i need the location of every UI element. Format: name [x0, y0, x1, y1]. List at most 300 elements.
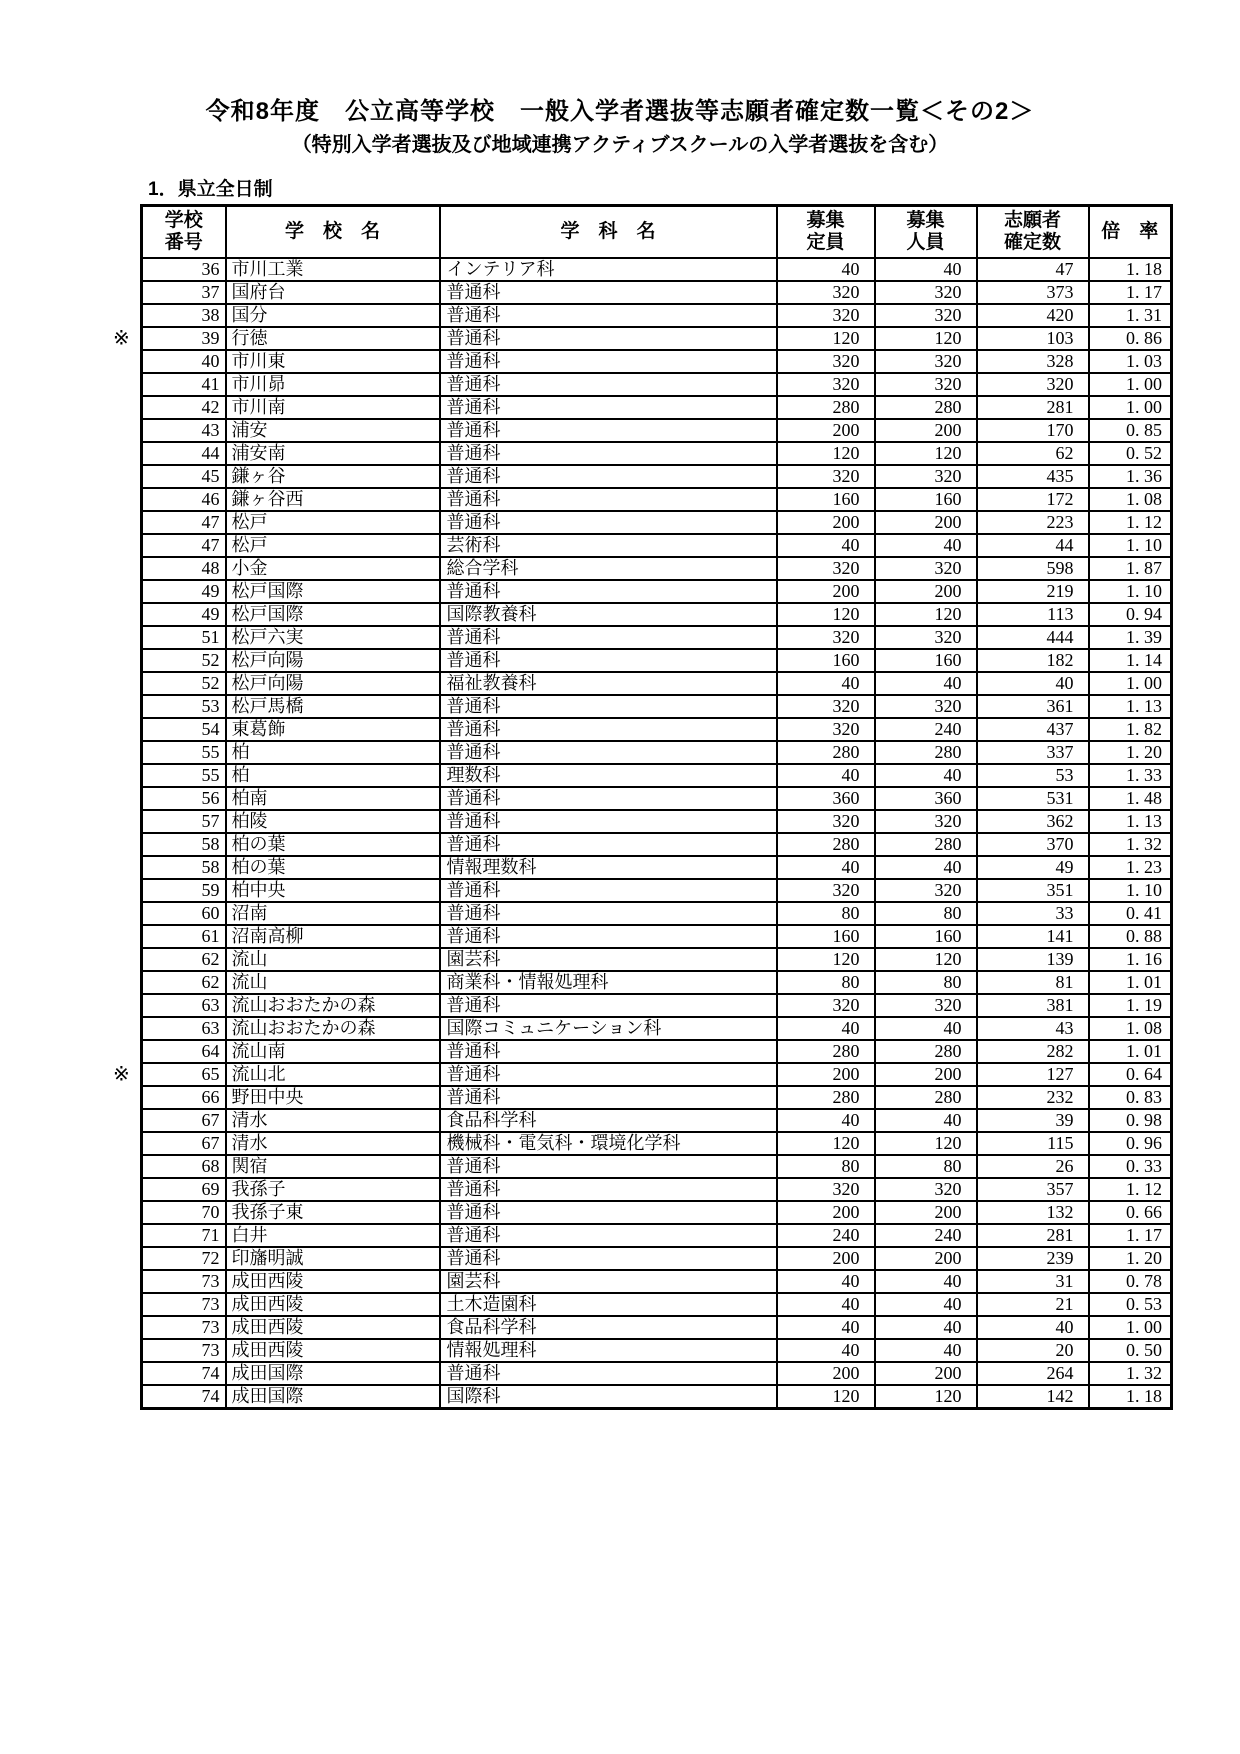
recruit-cell: 320 — [875, 695, 977, 718]
table-row — [142, 718, 1172, 741]
school-no-value: 41 — [201, 374, 220, 394]
school-name-cell: 行徳 — [226, 327, 440, 350]
department-cell: 食品科学科 — [440, 1109, 777, 1132]
recruit-cell: 200 — [875, 1201, 977, 1224]
recruit-cell: 200 — [875, 419, 977, 442]
school-no-value: 74 — [201, 1363, 220, 1383]
school-name-cell: 白井 — [226, 1224, 440, 1247]
recruit-cell: 280 — [875, 833, 977, 856]
school-no-cell — [142, 488, 226, 511]
applicants-cell: 437 — [977, 718, 1089, 741]
school-no-cell — [142, 1270, 226, 1293]
ratio-cell: 0. 66 — [1089, 1201, 1172, 1224]
ratio-cell: 0. 86 — [1089, 327, 1172, 350]
school-no-cell — [142, 1316, 226, 1339]
col-header-capacity-line1: 募集 — [806, 210, 845, 231]
recruit-cell: 80 — [875, 971, 977, 994]
ratio-cell: 1. 00 — [1089, 1316, 1172, 1339]
department-cell: 普通科 — [440, 465, 777, 488]
col-header-school-no — [142, 206, 226, 259]
school-no-cell — [142, 511, 226, 534]
school-name-cell: 成田国際 — [226, 1385, 440, 1409]
school-name-cell: 成田西陵 — [226, 1293, 440, 1316]
school-no-value: 73 — [201, 1294, 220, 1314]
capacity-cell: 320 — [777, 281, 875, 304]
school-no-value: 67 — [201, 1133, 220, 1153]
department-cell: 普通科 — [440, 879, 777, 902]
recruit-cell: 200 — [875, 580, 977, 603]
capacity-cell: 320 — [777, 350, 875, 373]
school-name-cell: 我孫子東 — [226, 1201, 440, 1224]
capacity-cell: 80 — [777, 971, 875, 994]
department-cell: 園芸科 — [440, 948, 777, 971]
applicants-cell: 172 — [977, 488, 1089, 511]
school-no-value: 74 — [201, 1386, 220, 1406]
school-no-cell — [142, 695, 226, 718]
applicants-cell: 47 — [977, 258, 1089, 281]
ratio-cell: 1. 82 — [1089, 718, 1172, 741]
applicants-cell: 44 — [977, 534, 1089, 557]
recruit-cell: 240 — [875, 1224, 977, 1247]
school-no-cell — [142, 350, 226, 373]
department-cell: 普通科 — [440, 327, 777, 350]
table-row — [142, 741, 1172, 764]
department-cell: 機械科・電気科・環境化学科 — [440, 1132, 777, 1155]
school-name-cell: 流山おおたかの森 — [226, 994, 440, 1017]
capacity-cell: 80 — [777, 902, 875, 925]
school-name-cell: 流山 — [226, 971, 440, 994]
department-cell: 普通科 — [440, 1247, 777, 1270]
col-header-capacity — [777, 206, 875, 259]
col-header-school-no-line2: 番号 — [164, 232, 203, 253]
school-no-value: 36 — [201, 259, 220, 279]
school-no-value: 47 — [201, 535, 220, 555]
applicants-cell: 370 — [977, 833, 1089, 856]
department-cell: 普通科 — [440, 442, 777, 465]
school-no-value: 52 — [201, 673, 220, 693]
department-cell: 普通科 — [440, 373, 777, 396]
ratio-cell: 1. 17 — [1089, 1224, 1172, 1247]
school-no-value: 64 — [201, 1041, 220, 1061]
department-cell: 普通科 — [440, 718, 777, 741]
school-no-cell — [142, 1132, 226, 1155]
school-name-cell: 柏 — [226, 764, 440, 787]
department-cell: 芸術科 — [440, 534, 777, 557]
ratio-cell: 1. 32 — [1089, 1362, 1172, 1385]
ratio-cell: 1. 18 — [1089, 1385, 1172, 1409]
table-row — [142, 833, 1172, 856]
school-no-value: 40 — [201, 351, 220, 371]
applicants-cell: 232 — [977, 1086, 1089, 1109]
table-row — [142, 488, 1172, 511]
capacity-cell: 160 — [777, 649, 875, 672]
table-row — [142, 1040, 1172, 1063]
department-cell: 国際コミュニケーション科 — [440, 1017, 777, 1040]
applicants-cell: 115 — [977, 1132, 1089, 1155]
recruit-cell: 40 — [875, 258, 977, 281]
school-no-value: 39 — [201, 328, 220, 348]
school-no-value: 37 — [201, 282, 220, 302]
capacity-cell: 40 — [777, 1339, 875, 1362]
capacity-cell: 320 — [777, 879, 875, 902]
recruit-cell: 80 — [875, 1155, 977, 1178]
school-name-cell: 柏陵 — [226, 810, 440, 833]
school-name-cell: 成田西陵 — [226, 1339, 440, 1362]
school-name-cell: 小金 — [226, 557, 440, 580]
ratio-cell: 1. 08 — [1089, 488, 1172, 511]
school-no-cell — [142, 1247, 226, 1270]
school-name-cell: 松戸国際 — [226, 580, 440, 603]
col-header-recruit-line1: 募集 — [906, 210, 945, 231]
school-name-cell: 野田中央 — [226, 1086, 440, 1109]
recruit-cell: 120 — [875, 1385, 977, 1409]
capacity-cell: 120 — [777, 948, 875, 971]
recruit-cell: 40 — [875, 764, 977, 787]
recruit-cell: 200 — [875, 1063, 977, 1086]
ratio-cell: 0. 96 — [1089, 1132, 1172, 1155]
recruit-cell: 320 — [875, 626, 977, 649]
ratio-cell: 1. 48 — [1089, 787, 1172, 810]
department-cell: 商業科・情報処理科 — [440, 971, 777, 994]
table-row — [142, 787, 1172, 810]
ratio-cell: 0. 33 — [1089, 1155, 1172, 1178]
capacity-cell: 360 — [777, 787, 875, 810]
school-name-cell: 松戸向陽 — [226, 649, 440, 672]
school-no-cell — [142, 764, 226, 787]
table-row — [142, 1270, 1172, 1293]
capacity-cell: 40 — [777, 1109, 875, 1132]
school-no-value: 71 — [201, 1225, 220, 1245]
table-row — [142, 1339, 1172, 1362]
department-cell: 普通科 — [440, 281, 777, 304]
applicants-cell: 182 — [977, 649, 1089, 672]
department-cell: 普通科 — [440, 419, 777, 442]
table-row — [142, 1224, 1172, 1247]
applicants-cell: 420 — [977, 304, 1089, 327]
school-no-value: 68 — [201, 1156, 220, 1176]
school-no-cell — [142, 810, 226, 833]
school-no-value: 45 — [201, 466, 220, 486]
school-name-cell: 市川東 — [226, 350, 440, 373]
table-row — [142, 465, 1172, 488]
department-cell: 普通科 — [440, 810, 777, 833]
ratio-cell: 1. 03 — [1089, 350, 1172, 373]
department-cell: 普通科 — [440, 1063, 777, 1086]
recruit-cell: 40 — [875, 856, 977, 879]
col-header-applicants-line1: 志願者 — [1003, 210, 1061, 231]
table-row — [142, 1385, 1172, 1409]
school-no-cell — [142, 626, 226, 649]
school-no-value: 59 — [201, 880, 220, 900]
school-no-cell — [142, 925, 226, 948]
recruit-cell: 160 — [875, 488, 977, 511]
department-cell: 普通科 — [440, 304, 777, 327]
applicants-cell: 62 — [977, 442, 1089, 465]
school-no-value: 63 — [201, 1018, 220, 1038]
applicants-cell: 127 — [977, 1063, 1089, 1086]
table-row — [142, 1155, 1172, 1178]
ratio-cell: 1. 12 — [1089, 511, 1172, 534]
school-no-cell — [142, 1040, 226, 1063]
department-cell: 福祉教養科 — [440, 672, 777, 695]
school-no-value: 65 — [201, 1064, 220, 1084]
table-row — [142, 971, 1172, 994]
ratio-cell: 1. 16 — [1089, 948, 1172, 971]
department-cell: 土木造園科 — [440, 1293, 777, 1316]
ratio-cell: 1. 18 — [1089, 258, 1172, 281]
table-row — [142, 419, 1172, 442]
school-name-cell: 柏 — [226, 741, 440, 764]
table-row — [142, 856, 1172, 879]
applicants-cell: 141 — [977, 925, 1089, 948]
ratio-cell: 0. 64 — [1089, 1063, 1172, 1086]
department-cell: 普通科 — [440, 1362, 777, 1385]
department-cell: 普通科 — [440, 925, 777, 948]
table-row — [142, 281, 1172, 304]
ratio-cell: 1. 00 — [1089, 672, 1172, 695]
table-row — [142, 396, 1172, 419]
school-no-value: 49 — [201, 581, 220, 601]
school-no-value: 54 — [201, 719, 220, 739]
school-no-value: 46 — [201, 489, 220, 509]
school-no-value: 55 — [201, 765, 220, 785]
recruit-cell: 320 — [875, 350, 977, 373]
recruit-cell: 120 — [875, 327, 977, 350]
capacity-cell: 280 — [777, 833, 875, 856]
applicants-cell: 40 — [977, 672, 1089, 695]
school-name-cell: 国府台 — [226, 281, 440, 304]
ratio-cell: 1. 13 — [1089, 810, 1172, 833]
capacity-cell: 280 — [777, 1040, 875, 1063]
school-name-cell: 成田西陵 — [226, 1316, 440, 1339]
capacity-cell: 120 — [777, 1132, 875, 1155]
department-cell: 普通科 — [440, 787, 777, 810]
school-name-cell: 流山おおたかの森 — [226, 1017, 440, 1040]
department-cell: 普通科 — [440, 580, 777, 603]
school-no-cell — [142, 1362, 226, 1385]
applicants-cell: 31 — [977, 1270, 1089, 1293]
department-cell: 理数科 — [440, 764, 777, 787]
table-row — [142, 580, 1172, 603]
department-cell: 国際教養科 — [440, 603, 777, 626]
capacity-cell: 200 — [777, 1063, 875, 1086]
recruit-cell: 320 — [875, 994, 977, 1017]
capacity-cell: 320 — [777, 626, 875, 649]
school-no-value: 43 — [201, 420, 220, 440]
table-row — [142, 603, 1172, 626]
school-no-value: 52 — [201, 650, 220, 670]
school-name-cell: 柏の葉 — [226, 833, 440, 856]
asterisk-note-mark: ※ — [113, 1063, 130, 1085]
applicants-cell: 239 — [977, 1247, 1089, 1270]
department-cell: 園芸科 — [440, 1270, 777, 1293]
applicants-cell: 49 — [977, 856, 1089, 879]
capacity-cell: 200 — [777, 511, 875, 534]
recruit-cell: 40 — [875, 534, 977, 557]
table-row — [142, 695, 1172, 718]
school-no-cell — [142, 856, 226, 879]
school-no-cell — [142, 1224, 226, 1247]
table-header-row — [142, 206, 1172, 259]
recruit-cell: 240 — [875, 718, 977, 741]
applicants-cell: 373 — [977, 281, 1089, 304]
school-no-cell — [142, 833, 226, 856]
recruit-cell: 160 — [875, 925, 977, 948]
ratio-cell: 1. 23 — [1089, 856, 1172, 879]
ratio-cell: 0. 52 — [1089, 442, 1172, 465]
school-no-cell — [142, 396, 226, 419]
school-no-cell — [142, 902, 226, 925]
department-cell: 普通科 — [440, 396, 777, 419]
ratio-cell: 1. 01 — [1089, 1040, 1172, 1063]
school-no-value: 49 — [201, 604, 220, 624]
applicants-cell: 39 — [977, 1109, 1089, 1132]
school-no-value: 63 — [201, 995, 220, 1015]
capacity-cell: 280 — [777, 396, 875, 419]
recruit-cell: 320 — [875, 281, 977, 304]
ratio-cell: 1. 87 — [1089, 557, 1172, 580]
school-no-value: 72 — [201, 1248, 220, 1268]
school-no-cell — [142, 557, 226, 580]
ratio-cell: 0. 88 — [1089, 925, 1172, 948]
capacity-cell: 320 — [777, 373, 875, 396]
ratio-cell: 1. 00 — [1089, 373, 1172, 396]
school-no-cell — [142, 373, 226, 396]
school-name-cell: 国分 — [226, 304, 440, 327]
table-row — [142, 304, 1172, 327]
department-cell: 普通科 — [440, 902, 777, 925]
school-no-cell — [142, 1178, 226, 1201]
applicants-cell: 43 — [977, 1017, 1089, 1040]
school-name-cell: 浦安 — [226, 419, 440, 442]
ratio-cell: 0. 50 — [1089, 1339, 1172, 1362]
school-no-cell — [142, 258, 226, 281]
col-header-recruit — [875, 206, 977, 259]
school-name-cell: 印旛明誠 — [226, 1247, 440, 1270]
school-no-cell — [142, 718, 226, 741]
school-name-cell: 流山南 — [226, 1040, 440, 1063]
department-cell: 普通科 — [440, 1178, 777, 1201]
school-name-cell: 浦安南 — [226, 442, 440, 465]
department-cell: 普通科 — [440, 649, 777, 672]
table-row — [142, 1362, 1172, 1385]
school-no-cell — [142, 534, 226, 557]
recruit-cell: 40 — [875, 1109, 977, 1132]
ratio-cell: 1. 14 — [1089, 649, 1172, 672]
department-cell: 普通科 — [440, 1201, 777, 1224]
school-no-cell — [142, 1201, 226, 1224]
applicants-cell: 598 — [977, 557, 1089, 580]
recruit-cell: 320 — [875, 373, 977, 396]
school-name-cell: 清水 — [226, 1132, 440, 1155]
school-name-cell: 成田西陵 — [226, 1270, 440, 1293]
department-cell: 情報理数科 — [440, 856, 777, 879]
table-row — [142, 925, 1172, 948]
recruit-cell: 40 — [875, 1316, 977, 1339]
recruit-cell: 200 — [875, 1247, 977, 1270]
school-no-cell — [142, 741, 226, 764]
table-row — [142, 1109, 1172, 1132]
recruit-cell: 200 — [875, 1362, 977, 1385]
applicants-cell: 320 — [977, 373, 1089, 396]
applicants-table — [113, 204, 1173, 1410]
capacity-cell: 320 — [777, 718, 875, 741]
school-name-cell: 市川昴 — [226, 373, 440, 396]
school-no-cell — [142, 603, 226, 626]
recruit-cell: 280 — [875, 1086, 977, 1109]
school-name-cell: 沼南高柳 — [226, 925, 440, 948]
school-no-cell — [142, 304, 226, 327]
school-name-cell: 松戸 — [226, 534, 440, 557]
school-no-value: 42 — [201, 397, 220, 417]
applicants-cell: 170 — [977, 419, 1089, 442]
capacity-cell: 320 — [777, 465, 875, 488]
capacity-cell: 320 — [777, 695, 875, 718]
table-row — [142, 672, 1172, 695]
capacity-cell: 40 — [777, 764, 875, 787]
department-cell: 食品科学科 — [440, 1316, 777, 1339]
school-no-value: 62 — [201, 949, 220, 969]
recruit-cell: 120 — [875, 442, 977, 465]
school-no-value: 61 — [201, 926, 220, 946]
capacity-cell: 40 — [777, 856, 875, 879]
department-cell: 総合学科 — [440, 557, 777, 580]
applicants-cell: 139 — [977, 948, 1089, 971]
capacity-cell: 160 — [777, 488, 875, 511]
ratio-cell: 0. 41 — [1089, 902, 1172, 925]
table-row — [142, 327, 1172, 350]
capacity-cell: 320 — [777, 994, 875, 1017]
department-cell: 普通科 — [440, 1224, 777, 1247]
page-subtitle: （特別入学者選抜及び地域連携アクティブスクールの入学者選抜を含む） — [291, 134, 949, 156]
applicants-cell: 53 — [977, 764, 1089, 787]
table-row — [142, 764, 1172, 787]
ratio-cell: 1. 08 — [1089, 1017, 1172, 1040]
school-no-value: 73 — [201, 1271, 220, 1291]
capacity-cell: 40 — [777, 1293, 875, 1316]
recruit-cell: 320 — [875, 810, 977, 833]
table-row — [142, 258, 1172, 281]
applicants-cell: 81 — [977, 971, 1089, 994]
recruit-cell: 200 — [875, 511, 977, 534]
school-no-value: 66 — [201, 1087, 220, 1107]
applicants-cell: 435 — [977, 465, 1089, 488]
capacity-cell: 240 — [777, 1224, 875, 1247]
applicants-cell: 103 — [977, 327, 1089, 350]
ratio-cell: 1. 32 — [1089, 833, 1172, 856]
school-no-value: 47 — [201, 512, 220, 532]
col-header-applicants-line2: 確定数 — [1003, 232, 1061, 253]
school-no-cell — [142, 1155, 226, 1178]
applicants-cell: 281 — [977, 1224, 1089, 1247]
capacity-cell: 200 — [777, 1362, 875, 1385]
recruit-cell: 280 — [875, 396, 977, 419]
capacity-cell: 40 — [777, 258, 875, 281]
school-no-value: 51 — [201, 627, 220, 647]
ratio-cell: 1. 19 — [1089, 994, 1172, 1017]
col-header-recruit-line2: 人員 — [906, 232, 945, 253]
table-row — [142, 994, 1172, 1017]
recruit-cell: 320 — [875, 465, 977, 488]
department-cell: 普通科 — [440, 488, 777, 511]
school-no-value: 62 — [201, 972, 220, 992]
school-no-cell — [142, 580, 226, 603]
school-name-cell: 成田国際 — [226, 1362, 440, 1385]
school-no-value: 44 — [201, 443, 220, 463]
school-no-cell — [113, 1063, 226, 1086]
table-row — [142, 350, 1172, 373]
school-no-cell — [142, 465, 226, 488]
